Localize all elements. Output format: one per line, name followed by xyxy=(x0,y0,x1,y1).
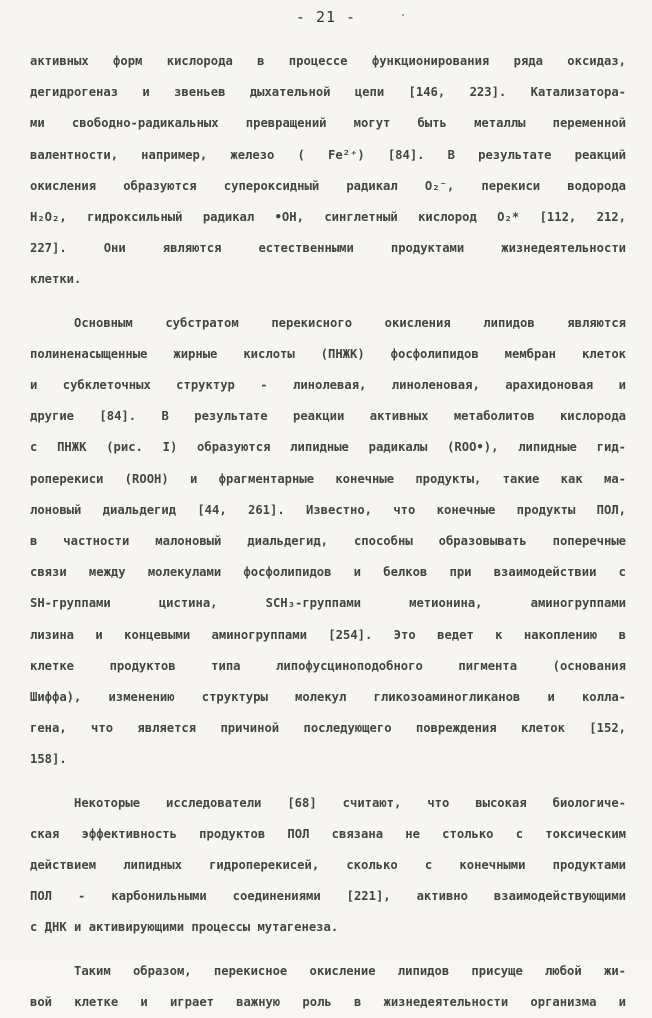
text-line: клетке продуктов типа липофусциноподобного пигмента (основания xyxy=(30,658,626,673)
text-line: Основным субстратом перекисного окисления липидов являются xyxy=(74,315,626,330)
text-line: связи между молекулами фосфолипидов и белков при взаимодействии с xyxy=(30,565,626,580)
paragraph xyxy=(30,46,626,296)
scan-speck xyxy=(402,14,404,16)
text-line: Некоторые исследователи [68] считают, что высокая биологиче- xyxy=(74,795,626,810)
page-number: - 21 - xyxy=(295,8,357,26)
text-line: ПОЛ - карбонильными соединениями [221], активно взаимодействующими xyxy=(30,889,626,904)
text-line: 158]. xyxy=(30,752,67,767)
text-line: H₂O₂, гидроксильный радикал •OH, синглетный кислород O₂* [112, 212, xyxy=(30,210,626,225)
text-line: гена, что является причиной последующего повреждения клеток [152, xyxy=(30,721,626,736)
text-line: вой клетке и играет важную роль в жизнедеятельности организма и xyxy=(30,994,626,1009)
text-line: 227]. Они являются естественными продуктами жизнедеятельности xyxy=(30,241,626,256)
paragraph xyxy=(30,788,626,944)
text-line: ми свободно-радикальных превращений могут быть металлы переменной xyxy=(30,116,626,131)
text-line: клетки. xyxy=(30,272,82,287)
paragraph xyxy=(30,308,626,776)
text-line: и субклеточных структур - линолевая, линоленовая, арахидоновая и xyxy=(30,378,626,393)
text-line: активных форм кислорода в процессе функционирования ряда оксидаз, xyxy=(30,54,626,68)
body-text xyxy=(30,46,626,1018)
text-line: Таким образом, перекисное окисление липидов присуще любой жи- xyxy=(74,963,626,978)
text-line: окисления образуются супероксидный радикал O₂⁻, перекиси водорода xyxy=(30,178,626,193)
text-line: Шиффа), изменению структуры молекул гликозоаминогликанов и колла- xyxy=(30,690,626,705)
text-line: лоновый диальдегид [44, 261]. Известно, что конечные продукты ПОЛ, xyxy=(30,502,626,517)
text-line: с ПНЖК (рис. I) образуются липидные радикалы (ROO•), липидные гид- xyxy=(30,440,626,455)
text-line: роперекиси (ROOH) и фрагментарные конечные продукты, такие как ма- xyxy=(30,471,626,486)
text-line: валентности, например, железо ( Fe²⁺) [84]. В результате реакций xyxy=(30,147,626,162)
text-line: дегидрогеназ и звеньев дыхательной цепи [146, 223]. Катализатора- xyxy=(30,85,626,100)
text-line: лизина и концевыми аминогруппами [254]. Это ведет к накоплению в xyxy=(30,627,626,642)
text-line: с ДНК и активирующими процессы мутагенеза. xyxy=(30,920,339,935)
text-line: полиненасыщенные жирные кислоты (ПНЖК) фосфолипидов мембран клеток xyxy=(30,346,626,361)
text-line: другие [84]. В результате реакции активных метаболитов кислорода xyxy=(30,409,626,424)
paragraph xyxy=(30,956,626,1018)
text-line: ская эффективность продуктов ПОЛ связана не столько с токсическим xyxy=(30,826,626,841)
text-line: SH-группами цистина, SCH₃-группами метионина, аминогруппами xyxy=(30,596,626,611)
text-line: действием липидных гидроперекисей, сколько с конечными продуктами xyxy=(30,858,626,873)
text-line: в частности малоновый диальдегид, способны образовывать поперечные xyxy=(30,534,626,549)
